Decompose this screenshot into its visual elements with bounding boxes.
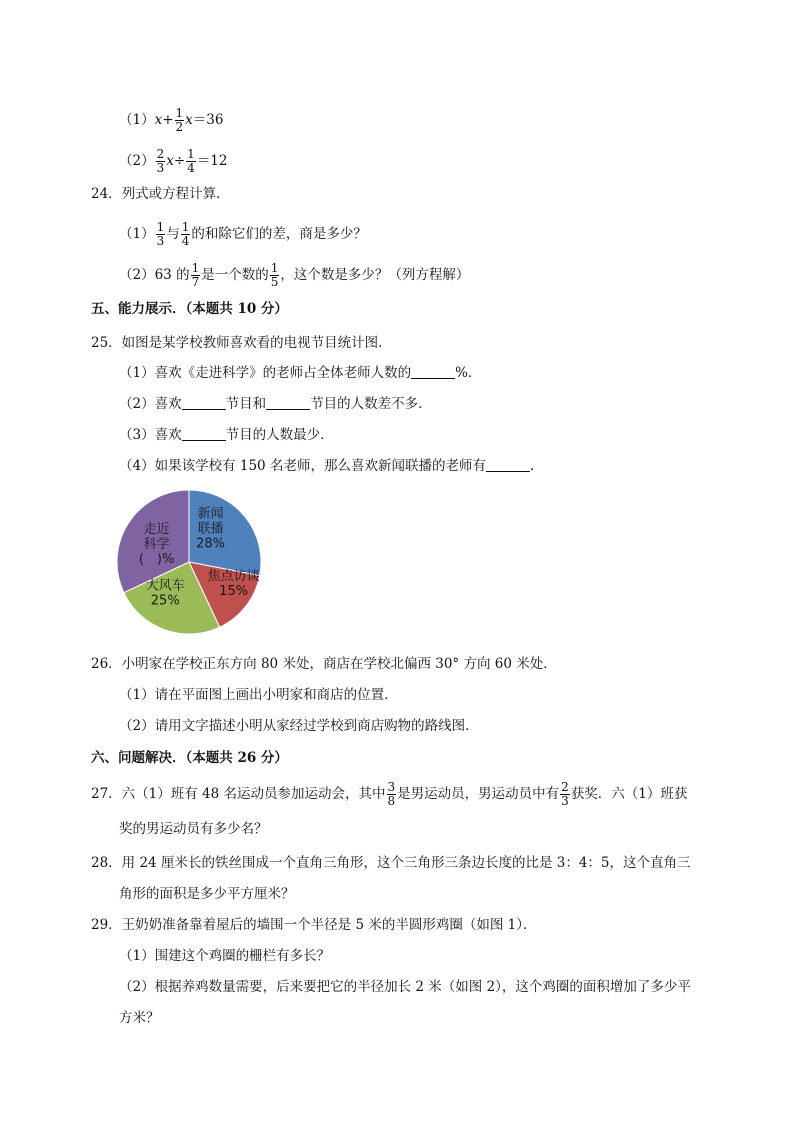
fraction: $\frac{1}{5}$	[270, 261, 279, 289]
fraction: $\frac{1}{4}$	[187, 147, 195, 175]
answer-blank	[182, 395, 226, 410]
q25-part4: （4）如果该学校有 150 名老师，那么喜欢新闻联播的老师有 ．	[119, 458, 544, 474]
q25-title: 25．如图是某学校教师喜欢看的电视节目统计图．	[91, 335, 392, 351]
q27-line2: 奖的男运动员有多少名？	[119, 821, 268, 837]
q24-title: 24．列式或方程计算．	[91, 186, 230, 202]
pie-slice-label: 联播	[197, 521, 224, 537]
pie-slice-label: 新闻	[197, 506, 224, 522]
answer-blank	[182, 426, 226, 441]
fraction: $\frac{1}{4}$	[181, 220, 190, 248]
q29-part2: （2）根据养鸡数量需要，后来要把它的半径加长 2 米（如图 2），这个鸡圈的面积增加了多少平	[119, 979, 691, 995]
fraction: $\frac{3}{8}$	[387, 780, 396, 808]
q23-part2: （2） $\frac{2}{3}$ x÷ $\frac{1}{4}$ ＝12	[119, 147, 228, 175]
q29-part2-cont: 方米？	[119, 1010, 160, 1026]
pie-slice-label: 大风车	[145, 578, 185, 594]
q25-part2: （2）喜欢 节目和 节目的人数差不多．	[119, 396, 432, 412]
q24-part1: （1） $\frac{1}{3}$ 与 $\frac{1}{4}$ 的和除它们的差，商是多少？	[119, 220, 367, 248]
pie-value-label: 25%	[150, 593, 180, 609]
q26-part1: （1）请在平面图上画出小明家和商店的位置．	[119, 687, 398, 703]
q23-part1: （1）x+ $\frac{1}{2}$ x＝36	[119, 106, 224, 134]
pie-slice-label: 科学	[143, 537, 170, 553]
q25-part3: （3）喜欢 节目的人数最少．	[119, 427, 334, 443]
fraction: $\frac{2}{3}$	[156, 147, 165, 175]
fraction: $\frac{1}{7}$	[191, 261, 200, 289]
pie-slice-label: 走近	[143, 522, 170, 538]
q27-line1: 27．六（1）班有 48 名运动员参加运动会，其中 $\frac{3}{8}$ 是男运动员，男运动员中有 $\frac{2}{3}$ 获奖．六（1）班获	[91, 780, 688, 808]
fraction: $\frac{1}{3}$	[156, 220, 165, 248]
answer-blank	[411, 364, 455, 379]
q28-line2: 角形的面积是多少平方厘米？	[119, 886, 295, 902]
section-6-title: 六、问题解决．（本题共 26 分）	[91, 750, 288, 766]
pie-value-label: 15%	[219, 584, 249, 599]
pie-value-label: 28%	[196, 536, 226, 552]
q29-title: 29．王奶奶准备靠着屋后的墙围一个半径是 5 米的半圆形鸡圈（如图 1）．	[91, 917, 537, 933]
answer-blank	[266, 395, 310, 410]
q29-part1: （1）围建这个鸡圈的栅栏有多长？	[119, 948, 331, 964]
q28-line1: 28．用 24 厘米长的铁丝围成一个直角三角形，这个三角形三条边长度的比是 3：4：5，这个直角三	[91, 855, 691, 871]
answer-blank	[486, 457, 530, 472]
fraction: $\frac{2}{3}$	[561, 780, 569, 808]
q26-title: 26．小明家在学校正东方向 80 米处，商店在学校北偏西 30° 方向 60 米处．	[91, 656, 557, 672]
section-5-title: 五、能力展示．（本题共 10 分）	[91, 301, 288, 317]
q24-part2: （2）63 的 $\frac{1}{7}$ 是一个数的 $\frac{1}{5}$ ，这个数是多少？（列方程解）	[119, 261, 470, 289]
pie-slice-label: 焦点访谈	[207, 569, 260, 584]
q26-part2: （2）请用文字描述小明从家经过学校到商店购物的路线图．	[119, 718, 479, 734]
fraction: $\frac{1}{2}$	[175, 106, 184, 134]
pie-chart	[112, 490, 272, 640]
q25-part1: （1）喜欢《走进科学》的老师占全体老师人数的 %．	[119, 365, 482, 381]
pie-value-label: ( )%	[138, 552, 175, 568]
